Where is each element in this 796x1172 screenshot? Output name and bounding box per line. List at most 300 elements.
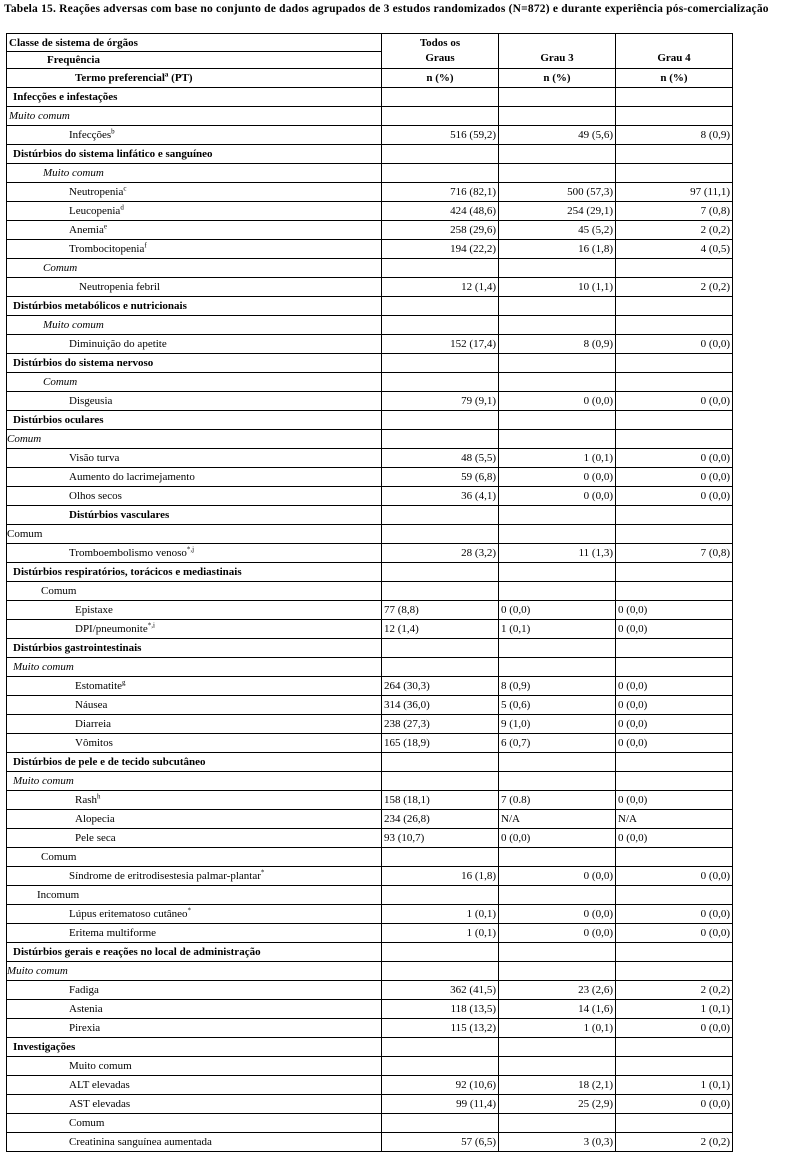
value-all-grades: 93 (10,7) bbox=[382, 829, 499, 848]
frequency-label: Comum bbox=[7, 528, 43, 540]
frequency-name bbox=[7, 373, 382, 392]
header-all-grades bbox=[382, 34, 499, 69]
term-label: Visão turva bbox=[69, 452, 120, 464]
value-grade4: 0 (0,0) bbox=[616, 715, 733, 734]
table-row bbox=[7, 392, 733, 411]
value-grade3: 49 (5,6) bbox=[499, 126, 616, 145]
value-grade4 bbox=[616, 297, 733, 316]
value-grade3: 0 (0,0) bbox=[499, 829, 616, 848]
value-grade4: 1 (0,1) bbox=[616, 1000, 733, 1019]
value-grade3 bbox=[499, 772, 616, 791]
value-grade4: 0 (0,0) bbox=[616, 335, 733, 354]
frequency-row bbox=[7, 107, 733, 126]
value-grade3 bbox=[499, 582, 616, 601]
value-all-grades: 238 (27,3) bbox=[382, 715, 499, 734]
frequency-name bbox=[7, 582, 382, 601]
term-label: Infecções bbox=[69, 129, 112, 141]
value-all-grades: 194 (22,2) bbox=[382, 240, 499, 259]
value-grade3 bbox=[499, 753, 616, 772]
frequency-name bbox=[7, 107, 382, 126]
value-all-grades: 36 (4,1) bbox=[382, 487, 499, 506]
value-all-grades: 59 (6,8) bbox=[382, 468, 499, 487]
header-frequency-label: Frequência bbox=[47, 54, 100, 66]
value-grade4: 0 (0,0) bbox=[616, 601, 733, 620]
value-grade4: 2 (0,2) bbox=[616, 278, 733, 297]
term-name bbox=[7, 1000, 382, 1019]
value-all-grades bbox=[382, 1114, 499, 1133]
term-name bbox=[7, 829, 382, 848]
value-grade4: 2 (0,2) bbox=[616, 1133, 733, 1152]
term-label: Estomatite bbox=[75, 680, 123, 692]
value-all-grades bbox=[382, 506, 499, 525]
term-name bbox=[7, 734, 382, 753]
term-label: Vômitos bbox=[75, 737, 113, 749]
table-row bbox=[7, 278, 733, 297]
value-grade4: 0 (0,0) bbox=[616, 829, 733, 848]
value-grade4 bbox=[616, 848, 733, 867]
value-all-grades: 258 (29,6) bbox=[382, 221, 499, 240]
soc-label: Infecções e infestações bbox=[13, 91, 118, 103]
header-unit-g4: n (%) bbox=[616, 69, 733, 88]
term-label: Disgeusia bbox=[69, 395, 113, 407]
soc-label: Distúrbios do sistema linfático e sanguíneo bbox=[13, 148, 213, 160]
header-frequency bbox=[7, 52, 382, 69]
value-grade4: 0 (0,0) bbox=[616, 924, 733, 943]
value-grade4: 0 (0,0) bbox=[616, 696, 733, 715]
value-grade3 bbox=[499, 411, 616, 430]
value-grade3 bbox=[499, 848, 616, 867]
value-grade4 bbox=[616, 145, 733, 164]
soc-name bbox=[7, 753, 382, 772]
soc-label: Distúrbios metabólicos e nutricionais bbox=[13, 300, 187, 312]
value-all-grades: 12 (1,4) bbox=[382, 620, 499, 639]
soc-name bbox=[7, 354, 382, 373]
value-all-grades: 716 (82,1) bbox=[382, 183, 499, 202]
value-grade4 bbox=[616, 164, 733, 183]
value-grade3 bbox=[499, 943, 616, 962]
term-label: Eritema multiforme bbox=[69, 927, 157, 939]
value-all-grades bbox=[382, 886, 499, 905]
value-grade3 bbox=[499, 164, 616, 183]
value-all-grades bbox=[382, 563, 499, 582]
term-name bbox=[7, 221, 382, 240]
soc-name bbox=[7, 88, 382, 107]
term-name bbox=[7, 981, 382, 1000]
term-label: Leucopenia bbox=[69, 205, 121, 217]
frequency-label: Muito comum bbox=[69, 1060, 132, 1072]
soc-name bbox=[7, 639, 382, 658]
value-grade4: 0 (0,0) bbox=[616, 791, 733, 810]
term-name bbox=[7, 924, 382, 943]
table-row bbox=[7, 924, 733, 943]
value-grade4 bbox=[616, 772, 733, 791]
term-label: Neutropenia febril bbox=[79, 281, 160, 293]
value-grade3: 45 (5,2) bbox=[499, 221, 616, 240]
term-name bbox=[7, 183, 382, 202]
value-all-grades: 12 (1,4) bbox=[382, 278, 499, 297]
soc-name bbox=[7, 563, 382, 582]
footnote-marker: b bbox=[111, 127, 115, 136]
value-grade4 bbox=[616, 1038, 733, 1057]
table-row bbox=[7, 981, 733, 1000]
table-row bbox=[7, 905, 733, 924]
header-grade3-label: Grau 3 bbox=[540, 52, 574, 64]
value-all-grades: 516 (59,2) bbox=[382, 126, 499, 145]
header-preferred-term bbox=[7, 69, 382, 88]
header-soc-label: Classe de sistema de órgãos bbox=[9, 36, 138, 49]
frequency-row bbox=[7, 259, 733, 278]
soc-label: Distúrbios gerais e reações no local de administração bbox=[13, 946, 261, 958]
term-name bbox=[7, 202, 382, 221]
table-row bbox=[7, 791, 733, 810]
frequency-name bbox=[7, 525, 382, 544]
soc-name bbox=[7, 411, 382, 430]
value-grade3: 500 (57,3) bbox=[499, 183, 616, 202]
value-grade4: 0 (0,0) bbox=[616, 620, 733, 639]
value-grade4 bbox=[616, 582, 733, 601]
value-all-grades: 48 (5,5) bbox=[382, 449, 499, 468]
frequency-name bbox=[7, 772, 382, 791]
soc-label: Distúrbios respiratórios, torácicos e mediastinais bbox=[13, 566, 242, 578]
value-grade3: 3 (0,3) bbox=[499, 1133, 616, 1152]
term-name bbox=[7, 1095, 382, 1114]
table-row bbox=[7, 544, 733, 563]
value-all-grades bbox=[382, 411, 499, 430]
value-grade4: 4 (0,5) bbox=[616, 240, 733, 259]
table-row bbox=[7, 1133, 733, 1152]
term-label: Alopecia bbox=[75, 813, 115, 825]
term-label: Rash bbox=[75, 794, 97, 806]
frequency-label: Comum bbox=[43, 262, 78, 274]
term-label: Diarreia bbox=[75, 718, 112, 730]
frequency-row bbox=[7, 962, 733, 981]
table-row bbox=[7, 487, 733, 506]
frequency-row bbox=[7, 1057, 733, 1076]
frequency-name bbox=[7, 658, 382, 677]
table-row bbox=[7, 715, 733, 734]
term-name bbox=[7, 392, 382, 411]
value-grade3: 254 (29,1) bbox=[499, 202, 616, 221]
value-grade3 bbox=[499, 1057, 616, 1076]
footnote-marker: * bbox=[187, 906, 192, 915]
frequency-row bbox=[7, 373, 733, 392]
value-grade3: 0 (0,0) bbox=[499, 867, 616, 886]
value-all-grades bbox=[382, 639, 499, 658]
value-all-grades: 16 (1,8) bbox=[382, 867, 499, 886]
value-grade4: 0 (0,0) bbox=[616, 392, 733, 411]
frequency-row bbox=[7, 430, 733, 449]
table-row bbox=[7, 221, 733, 240]
frequency-name bbox=[7, 430, 382, 449]
term-label: Neutropenia bbox=[69, 186, 124, 198]
value-grade4: 7 (0,8) bbox=[616, 202, 733, 221]
frequency-name bbox=[7, 886, 382, 905]
table-row bbox=[7, 468, 733, 487]
frequency-row bbox=[7, 164, 733, 183]
term-label: Pele seca bbox=[75, 832, 116, 844]
frequency-label: Muito comum bbox=[9, 110, 70, 122]
frequency-label: Muito comum bbox=[13, 775, 74, 787]
value-grade4 bbox=[616, 563, 733, 582]
header-pt-sup: a bbox=[164, 70, 169, 79]
value-grade3 bbox=[499, 259, 616, 278]
value-all-grades: 152 (17,4) bbox=[382, 335, 499, 354]
value-grade3: 1 (0,1) bbox=[499, 1019, 616, 1038]
soc-label: Distúrbios gastrointestinais bbox=[13, 642, 142, 654]
value-all-grades: 362 (41,5) bbox=[382, 981, 499, 1000]
frequency-name bbox=[7, 962, 382, 981]
value-grade3: 0 (0,0) bbox=[499, 601, 616, 620]
term-label: Pirexia bbox=[69, 1022, 101, 1034]
value-grade3: 5 (0,6) bbox=[499, 696, 616, 715]
footnote-marker: f bbox=[144, 241, 147, 250]
value-grade3: 7 (0.8) bbox=[499, 791, 616, 810]
term-label: Astenia bbox=[69, 1003, 103, 1015]
term-label: Trombocitopenia bbox=[69, 243, 145, 255]
value-all-grades bbox=[382, 943, 499, 962]
term-name bbox=[7, 601, 382, 620]
value-grade3: 18 (2,1) bbox=[499, 1076, 616, 1095]
soc-row bbox=[7, 297, 733, 316]
value-all-grades bbox=[382, 297, 499, 316]
header-all-line2: Graus bbox=[425, 52, 455, 64]
value-grade4: 0 (0,0) bbox=[616, 1019, 733, 1038]
value-grade3: 10 (1,1) bbox=[499, 278, 616, 297]
value-grade3: 14 (1,6) bbox=[499, 1000, 616, 1019]
header-soc bbox=[7, 34, 382, 52]
value-grade3: 25 (2,9) bbox=[499, 1095, 616, 1114]
value-all-grades: 79 (9,1) bbox=[382, 392, 499, 411]
term-name bbox=[7, 620, 382, 639]
frequency-name bbox=[7, 259, 382, 278]
value-grade4: 0 (0,0) bbox=[616, 449, 733, 468]
header-pt-suffix: (PT) bbox=[168, 72, 193, 84]
frequency-row bbox=[7, 1114, 733, 1133]
value-grade4 bbox=[616, 316, 733, 335]
term-label: Aumento do lacrimejamento bbox=[69, 471, 195, 483]
value-grade3 bbox=[499, 658, 616, 677]
table-row bbox=[7, 620, 733, 639]
term-name bbox=[7, 544, 382, 563]
soc-name bbox=[7, 506, 382, 525]
table-header-row-3 bbox=[7, 69, 733, 88]
value-all-grades: 28 (3,2) bbox=[382, 544, 499, 563]
value-all-grades bbox=[382, 430, 499, 449]
value-all-grades bbox=[382, 107, 499, 126]
term-name bbox=[7, 1019, 382, 1038]
value-grade4: 0 (0,0) bbox=[616, 734, 733, 753]
value-all-grades bbox=[382, 145, 499, 164]
table-row bbox=[7, 601, 733, 620]
value-grade4: 0 (0,0) bbox=[616, 867, 733, 886]
value-grade3: 6 (0,7) bbox=[499, 734, 616, 753]
value-grade4 bbox=[616, 658, 733, 677]
value-grade3 bbox=[499, 639, 616, 658]
table-row bbox=[7, 240, 733, 259]
term-name bbox=[7, 487, 382, 506]
frequency-name bbox=[7, 316, 382, 335]
value-grade4 bbox=[616, 1057, 733, 1076]
soc-row bbox=[7, 354, 733, 373]
term-name bbox=[7, 791, 382, 810]
term-label: DPI/pneumonite bbox=[75, 623, 148, 635]
value-all-grades: 57 (6,5) bbox=[382, 1133, 499, 1152]
term-name bbox=[7, 715, 382, 734]
term-label: Fadiga bbox=[69, 984, 99, 996]
frequency-row bbox=[7, 848, 733, 867]
value-grade3 bbox=[499, 1114, 616, 1133]
value-grade3 bbox=[499, 886, 616, 905]
table-row bbox=[7, 829, 733, 848]
value-grade3: 0 (0,0) bbox=[499, 487, 616, 506]
value-all-grades bbox=[382, 1057, 499, 1076]
value-all-grades: 165 (18,9) bbox=[382, 734, 499, 753]
soc-label: Distúrbios de pele e de tecido subcutâneo bbox=[13, 756, 206, 768]
soc-row bbox=[7, 506, 733, 525]
term-name bbox=[7, 867, 382, 886]
term-label: Lúpus eritematoso cutâneo bbox=[69, 908, 188, 920]
value-grade4: 97 (11,1) bbox=[616, 183, 733, 202]
soc-row bbox=[7, 88, 733, 107]
header-all-line1: Todos os bbox=[419, 37, 461, 49]
value-grade4 bbox=[616, 373, 733, 392]
value-all-grades bbox=[382, 316, 499, 335]
term-name bbox=[7, 449, 382, 468]
value-all-grades bbox=[382, 658, 499, 677]
value-all-grades: 99 (11,4) bbox=[382, 1095, 499, 1114]
value-grade3 bbox=[499, 373, 616, 392]
value-all-grades: 1 (0,1) bbox=[382, 905, 499, 924]
term-name bbox=[7, 810, 382, 829]
value-all-grades bbox=[382, 582, 499, 601]
term-label: Anemia bbox=[69, 224, 104, 236]
value-all-grades bbox=[382, 962, 499, 981]
frequency-label: Muito comum bbox=[7, 965, 68, 977]
soc-name bbox=[7, 297, 382, 316]
table-row bbox=[7, 1095, 733, 1114]
value-grade4 bbox=[616, 962, 733, 981]
table-row bbox=[7, 677, 733, 696]
header-grade4-label: Grau 4 bbox=[657, 52, 691, 64]
table-row bbox=[7, 335, 733, 354]
value-all-grades: 424 (48,6) bbox=[382, 202, 499, 221]
value-grade4: 0 (0,0) bbox=[616, 905, 733, 924]
table-row bbox=[7, 202, 733, 221]
term-label: Creatinina sanguínea aumentada bbox=[69, 1136, 212, 1148]
term-name bbox=[7, 468, 382, 487]
frequency-name bbox=[7, 1057, 382, 1076]
term-name bbox=[7, 126, 382, 145]
value-grade4: 0 (0,0) bbox=[616, 487, 733, 506]
term-label: Olhos secos bbox=[69, 490, 122, 502]
term-label: Diminuição do apetite bbox=[69, 338, 167, 350]
term-name bbox=[7, 278, 382, 297]
term-name bbox=[7, 696, 382, 715]
value-all-grades bbox=[382, 525, 499, 544]
value-grade3: 1 (0,1) bbox=[499, 449, 616, 468]
table-row bbox=[7, 183, 733, 202]
value-all-grades: 234 (26,8) bbox=[382, 810, 499, 829]
soc-name bbox=[7, 943, 382, 962]
table-row bbox=[7, 1076, 733, 1095]
frequency-name bbox=[7, 848, 382, 867]
table-row bbox=[7, 449, 733, 468]
value-grade3 bbox=[499, 506, 616, 525]
frequency-row bbox=[7, 525, 733, 544]
value-all-grades bbox=[382, 848, 499, 867]
value-grade4 bbox=[616, 354, 733, 373]
frequency-row bbox=[7, 582, 733, 601]
term-label: ALT elevadas bbox=[69, 1079, 130, 1091]
term-name bbox=[7, 1133, 382, 1152]
frequency-label: Muito comum bbox=[13, 661, 74, 673]
footnote-marker: *,j bbox=[186, 545, 195, 554]
soc-row bbox=[7, 1038, 733, 1057]
value-grade3: 0 (0,0) bbox=[499, 468, 616, 487]
value-grade3 bbox=[499, 107, 616, 126]
table-title: Tabela 15. Reações adversas com base no conjunto de dados agrupados de 3 estudos randomizados (N=872) e durante experiência pós-comercialização bbox=[4, 3, 769, 15]
value-grade3: 8 (0,9) bbox=[499, 335, 616, 354]
soc-label: Distúrbios oculares bbox=[13, 414, 104, 426]
value-grade3: N/A bbox=[499, 810, 616, 829]
frequency-label: Muito comum bbox=[43, 319, 104, 331]
value-all-grades bbox=[382, 373, 499, 392]
value-grade4 bbox=[616, 886, 733, 905]
soc-row bbox=[7, 563, 733, 582]
frequency-row bbox=[7, 886, 733, 905]
value-grade4: 0 (0,0) bbox=[616, 677, 733, 696]
footnote-marker: g bbox=[122, 678, 126, 687]
term-name bbox=[7, 905, 382, 924]
table-row bbox=[7, 126, 733, 145]
value-grade4 bbox=[616, 506, 733, 525]
value-grade4 bbox=[616, 943, 733, 962]
value-grade3: 1 (0,1) bbox=[499, 620, 616, 639]
header-unit-g3: n (%) bbox=[499, 69, 616, 88]
value-grade4: 2 (0,2) bbox=[616, 221, 733, 240]
term-label: Tromboembolismo venoso bbox=[69, 547, 187, 559]
table-row bbox=[7, 1019, 733, 1038]
value-all-grades: 115 (13,2) bbox=[382, 1019, 499, 1038]
value-grade4 bbox=[616, 1114, 733, 1133]
soc-name bbox=[7, 145, 382, 164]
value-grade4: 1 (0,1) bbox=[616, 1076, 733, 1095]
header-grade3 bbox=[499, 34, 616, 69]
soc-row bbox=[7, 411, 733, 430]
frequency-label: Comum bbox=[7, 433, 42, 445]
soc-row bbox=[7, 943, 733, 962]
frequency-label: Incomum bbox=[37, 889, 80, 901]
value-grade4 bbox=[616, 430, 733, 449]
frequency-name bbox=[7, 164, 382, 183]
frequency-row bbox=[7, 316, 733, 335]
value-all-grades bbox=[382, 354, 499, 373]
value-grade3 bbox=[499, 354, 616, 373]
value-grade4: 8 (0,9) bbox=[616, 126, 733, 145]
value-all-grades: 92 (10,6) bbox=[382, 1076, 499, 1095]
term-name bbox=[7, 677, 382, 696]
value-all-grades bbox=[382, 1038, 499, 1057]
value-grade4 bbox=[616, 107, 733, 126]
footnote-marker: d bbox=[120, 203, 124, 212]
value-grade3 bbox=[499, 1038, 616, 1057]
value-grade3 bbox=[499, 316, 616, 335]
frequency-label: Comum bbox=[43, 376, 78, 388]
value-all-grades: 118 (13,5) bbox=[382, 1000, 499, 1019]
value-grade4 bbox=[616, 753, 733, 772]
value-grade4: N/A bbox=[616, 810, 733, 829]
term-label: Síndrome de eritrodisestesia palmar-plantar bbox=[69, 870, 261, 882]
